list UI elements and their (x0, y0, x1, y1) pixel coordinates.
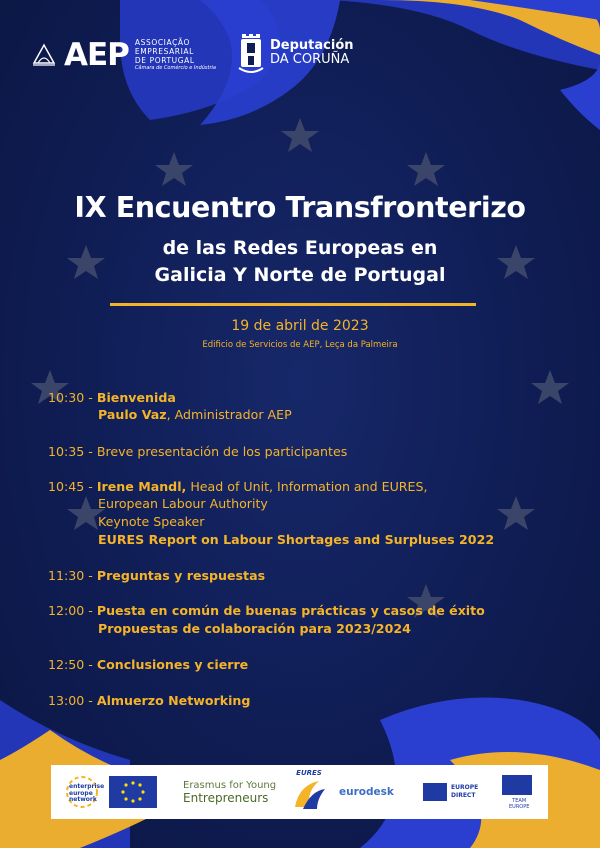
deputacion-line1: Deputación (270, 38, 354, 53)
aep-line2: EMPRESARIAL (134, 47, 194, 56)
agenda-speaker: Irene Mandl, (96, 479, 187, 494)
event-title: IX Encuentro Transfronterizo (74, 191, 526, 224)
een-line2: europe (69, 789, 93, 797)
europe-direct-line1: EUROPE (451, 784, 479, 791)
een-logo (63, 773, 105, 811)
agenda-detail: Keynote Speaker (98, 514, 205, 529)
europe-direct-text (451, 784, 478, 800)
team-europe-line1: TEAM (512, 798, 527, 804)
aep-acronym: AEP (64, 36, 129, 73)
agenda-title: Preguntas y respuestas (96, 568, 266, 583)
agenda-item (48, 443, 347, 460)
event-subtitle-line1: de las Redes Europeas en (162, 237, 438, 259)
een-line3: network (69, 796, 97, 803)
eures-wave-icon (289, 777, 329, 813)
eu-flag-icon (109, 776, 157, 808)
eurodesk-label: eurodesk (339, 786, 394, 798)
aep-tagline: Câmara de Comércio e Indústria (134, 65, 216, 71)
europe-direct-line2: DIRECT (451, 792, 476, 799)
agenda-item (48, 567, 265, 584)
erasmus-line1: Erasmus for Young (183, 780, 277, 791)
event-subtitle-line2: Galicia Y Norte de Portugal (154, 264, 446, 286)
aep-emblem-icon (30, 41, 58, 69)
aep-line3: DE PORTUGAL (134, 56, 195, 65)
erasmus-line2: Entrepreneurs (183, 791, 269, 805)
deputacion-logo (238, 30, 354, 76)
team-europe-text (509, 798, 529, 810)
agenda-time: 12:00 - (48, 603, 93, 618)
agenda-detail: Propuestas de colaboración para 2023/2024 (98, 621, 411, 636)
deputacion-line2: DA CORUÑA (270, 52, 350, 67)
agenda-time: 13:00 - (48, 693, 93, 708)
agenda-speaker-role: , Administrador AEP (166, 407, 292, 422)
agenda-speaker-line (98, 406, 292, 423)
deputacion-text (270, 39, 354, 67)
agenda-item (48, 478, 428, 495)
agenda-time: 10:30 - (48, 390, 93, 405)
agenda-talk-title: EURES Report on Labour Shortages and Surpluses 2022 (98, 532, 495, 547)
een-line1: enterprise (69, 783, 105, 790)
aep-subtitle (135, 38, 216, 72)
agenda-title: Breve presentación de los participantes (96, 444, 348, 459)
agenda-item (48, 692, 250, 709)
team-europe-line2: EUROPE (509, 804, 530, 810)
event-venue: Edificio de Servicios de AEP, Leça da Palmeira (202, 340, 398, 350)
agenda-title: Bienvenida (96, 390, 176, 405)
partner-logos-strip (51, 765, 548, 819)
tower-crest-icon (238, 30, 264, 76)
europe-direct-flag-icon (423, 783, 447, 801)
eures-logo (289, 769, 329, 815)
aep-line1: ASSOCIAÇÃO (134, 38, 191, 47)
agenda-time: 11:30 - (48, 568, 93, 583)
agenda-time: 10:35 - (48, 444, 93, 459)
team-europe-flag-icon (502, 775, 532, 795)
eures-label: EURES (296, 769, 322, 777)
agenda-speaker-role: Head of Unit, Information and EURES, (186, 479, 428, 494)
agenda-detail: European Labour Authority (98, 496, 268, 511)
agenda-item (48, 389, 176, 406)
agenda-title: Conclusiones y cierre (96, 657, 249, 672)
event-date: 19 de abril de 2023 (231, 318, 369, 334)
agenda-item (48, 602, 485, 619)
agenda-title: Almuerzo Networking (96, 693, 251, 708)
agenda-speaker: Paulo Vaz (98, 407, 167, 422)
agenda-time: 12:50 - (48, 657, 93, 672)
aep-logo (30, 38, 216, 72)
title-divider (110, 303, 476, 306)
agenda-time: 10:45 - (48, 479, 93, 494)
agenda-title: Puesta en común de buenas prácticas y casos de éxito (96, 603, 485, 618)
agenda-item (48, 656, 248, 673)
